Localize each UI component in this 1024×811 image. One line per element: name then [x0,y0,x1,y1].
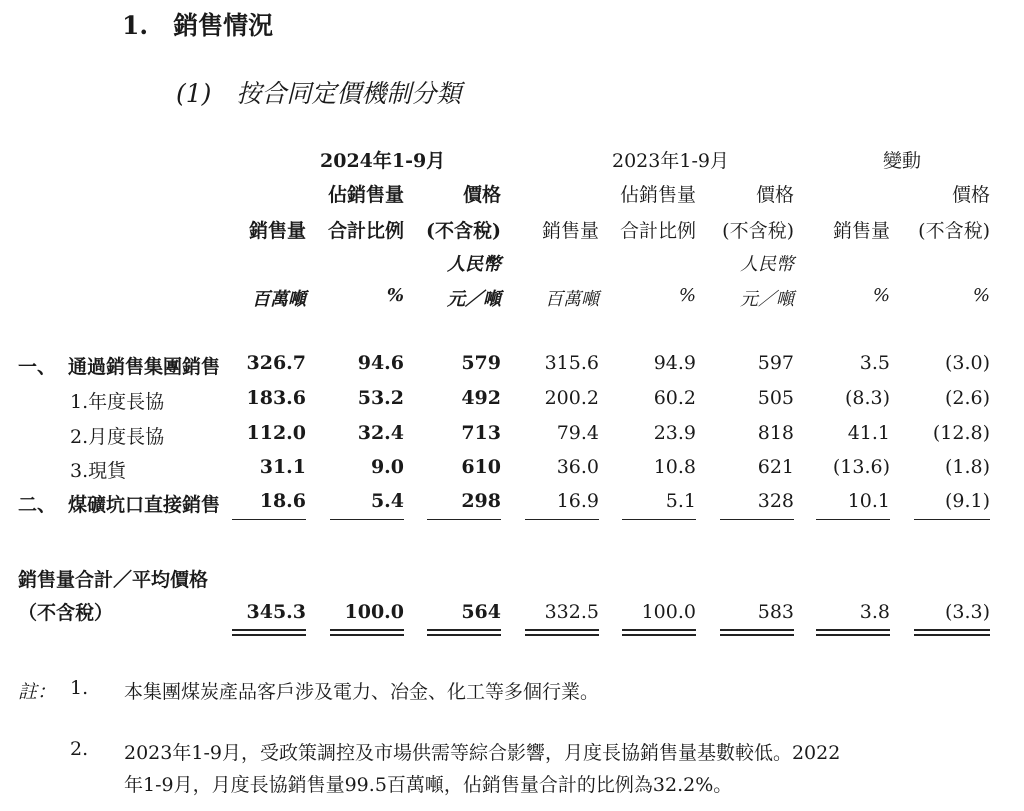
table-cell: 10.1 [847,490,890,512]
row-label: 3.現貨 [70,460,127,482]
total-double-rule [622,629,696,631]
table-cell: 32.4 [357,422,404,444]
row-label: 通過銷售集團銷售 [68,356,221,378]
note-1-text: 本集團煤炭產品客戶涉及電力、冶金、化工等多個行業。 [124,681,600,703]
header-volume-0: 銷售量 [248,220,306,242]
table-cell: 94.9 [653,352,696,374]
note-2-line-2: 年1-9月，月度長協銷售量99.5百萬噸，佔銷售量合計的比例為32.2%。 [124,774,733,796]
total-cell: 100.0 [641,601,696,623]
table-cell: 60.2 [653,387,696,409]
subtotal-rule [914,519,990,520]
table-cell: 5.4 [370,490,404,512]
header-ratio-l2-1: 合計比例 [327,220,404,242]
total-cell: 564 [461,601,501,623]
notes-prefix: 註： [18,681,57,703]
subtotal-rule [720,519,794,520]
table-cell: 610 [461,456,501,478]
table-cell: 94.6 [357,352,404,374]
header-ratio-l2-4: 合計比例 [619,220,696,242]
total-double-rule [914,629,990,631]
header-price-l1-5: 價格 [755,184,794,206]
total-double-rule [622,634,696,636]
header-price-l1-2: 價格 [462,184,501,206]
unit-price-l1-2: 人民幣 [447,254,501,275]
table-cell: 31.1 [259,456,306,478]
total-double-rule [330,629,404,631]
header-price-l2-5: (不含稅) [722,220,794,242]
table-cell: 183.6 [246,387,306,409]
unit-ratio-4: % [678,285,696,306]
total-double-rule [816,629,890,631]
total-double-rule [525,629,599,631]
total-cell: (3.3) [944,601,990,623]
total-double-rule [427,629,501,631]
header-volume-6: 銷售量 [832,220,890,242]
header-group-2023: 2023年1-9月 [612,150,729,172]
total-double-rule [816,634,890,636]
table-cell: (12.8) [932,422,990,444]
table-cell: 713 [461,422,501,444]
unit-volume-6: % [872,285,890,306]
subtotal-rule [427,519,501,520]
section-title: 1. 銷售情況 [122,11,274,40]
header-price-l2-2: (不含稅) [426,220,501,242]
note-2-number: 2. [70,738,89,760]
total-label-line-2: （不含稅） [18,602,114,624]
header-price-l1-7: 價格 [951,184,990,206]
unit-ratio-1: % [386,285,404,306]
unit-volume-0: 百萬噸 [252,289,306,310]
table-cell: 492 [461,387,501,409]
total-cell: 3.8 [859,601,890,623]
total-cell: 583 [757,601,794,623]
table-cell: 597 [757,352,794,374]
table-cell: 315.6 [544,352,599,374]
total-double-rule [232,629,306,631]
table-cell: 53.2 [357,387,404,409]
total-double-rule [427,634,501,636]
total-double-rule [525,634,599,636]
table-cell: 23.9 [653,422,696,444]
total-cell: 332.5 [544,601,599,623]
subtotal-rule [816,519,890,520]
table-cell: 18.6 [259,490,306,512]
note-2-line-1: 2023年1-9月，受政策調控及市場供需等綜合影響，月度長協銷售量基數較低。2022 [124,742,841,764]
total-double-rule [330,634,404,636]
table-cell: 112.0 [246,422,306,444]
table-cell: 579 [461,352,501,374]
table-cell: 41.1 [847,422,890,444]
table-cell: 505 [757,387,794,409]
table-cell: (3.0) [944,352,990,374]
header-group-2024: 2024年1-9月 [320,150,446,172]
total-double-rule [720,629,794,631]
table-cell: (13.6) [832,456,890,478]
subtotal-rule [232,519,306,520]
table-cell: 79.4 [556,422,599,444]
header-price-l2-7: (不含稅) [918,220,990,242]
row-prefix: 二、 [18,494,57,516]
header-group-change: 變動 [883,150,922,172]
unit-price-l1-5: 人民幣 [740,254,794,275]
header-ratio-l1-1: 佔銷售量 [327,184,404,206]
table-cell: (1.8) [944,456,990,478]
note-1-number: 1. [70,677,89,699]
table-cell: 9.0 [370,456,404,478]
header-volume-3: 銷售量 [541,220,599,242]
row-label: 2.月度長協 [70,426,165,448]
total-cell: 100.0 [344,601,404,623]
table-cell: 16.9 [556,490,599,512]
table-cell: 3.5 [859,352,890,374]
table-cell: 328 [757,490,794,512]
subtotal-rule [525,519,599,520]
row-prefix: 一、 [18,356,57,378]
table-cell: 326.7 [246,352,306,374]
table-cell: (8.3) [844,387,890,409]
unit-price-l2-5: 元／噸 [740,289,794,310]
header-ratio-l1-4: 佔銷售量 [619,184,696,206]
total-double-rule [720,634,794,636]
table-cell: 298 [461,490,501,512]
total-cell: 345.3 [246,601,306,623]
table-cell: 5.1 [665,490,696,512]
table-cell: 818 [757,422,794,444]
table-cell: (2.6) [944,387,990,409]
table-cell: 10.8 [653,456,696,478]
unit-price-l2-2: 元／噸 [447,289,501,310]
subtotal-rule [330,519,404,520]
table-cell: (9.1) [944,490,990,512]
row-label: 煤礦坑口直接銷售 [68,494,221,516]
subtotal-rule [622,519,696,520]
row-label: 1.年度長協 [70,391,165,413]
unit-change-7: % [972,285,990,306]
total-label-line-1: 銷售量合計／平均價格 [18,569,209,591]
table-cell: 36.0 [556,456,599,478]
subsection-title: (1) 按合同定價機制分類 [176,79,462,108]
unit-volume-3: 百萬噸 [545,289,599,310]
table-cell: 200.2 [544,387,599,409]
table-cell: 621 [757,456,794,478]
total-double-rule [232,634,306,636]
total-double-rule [914,634,990,636]
